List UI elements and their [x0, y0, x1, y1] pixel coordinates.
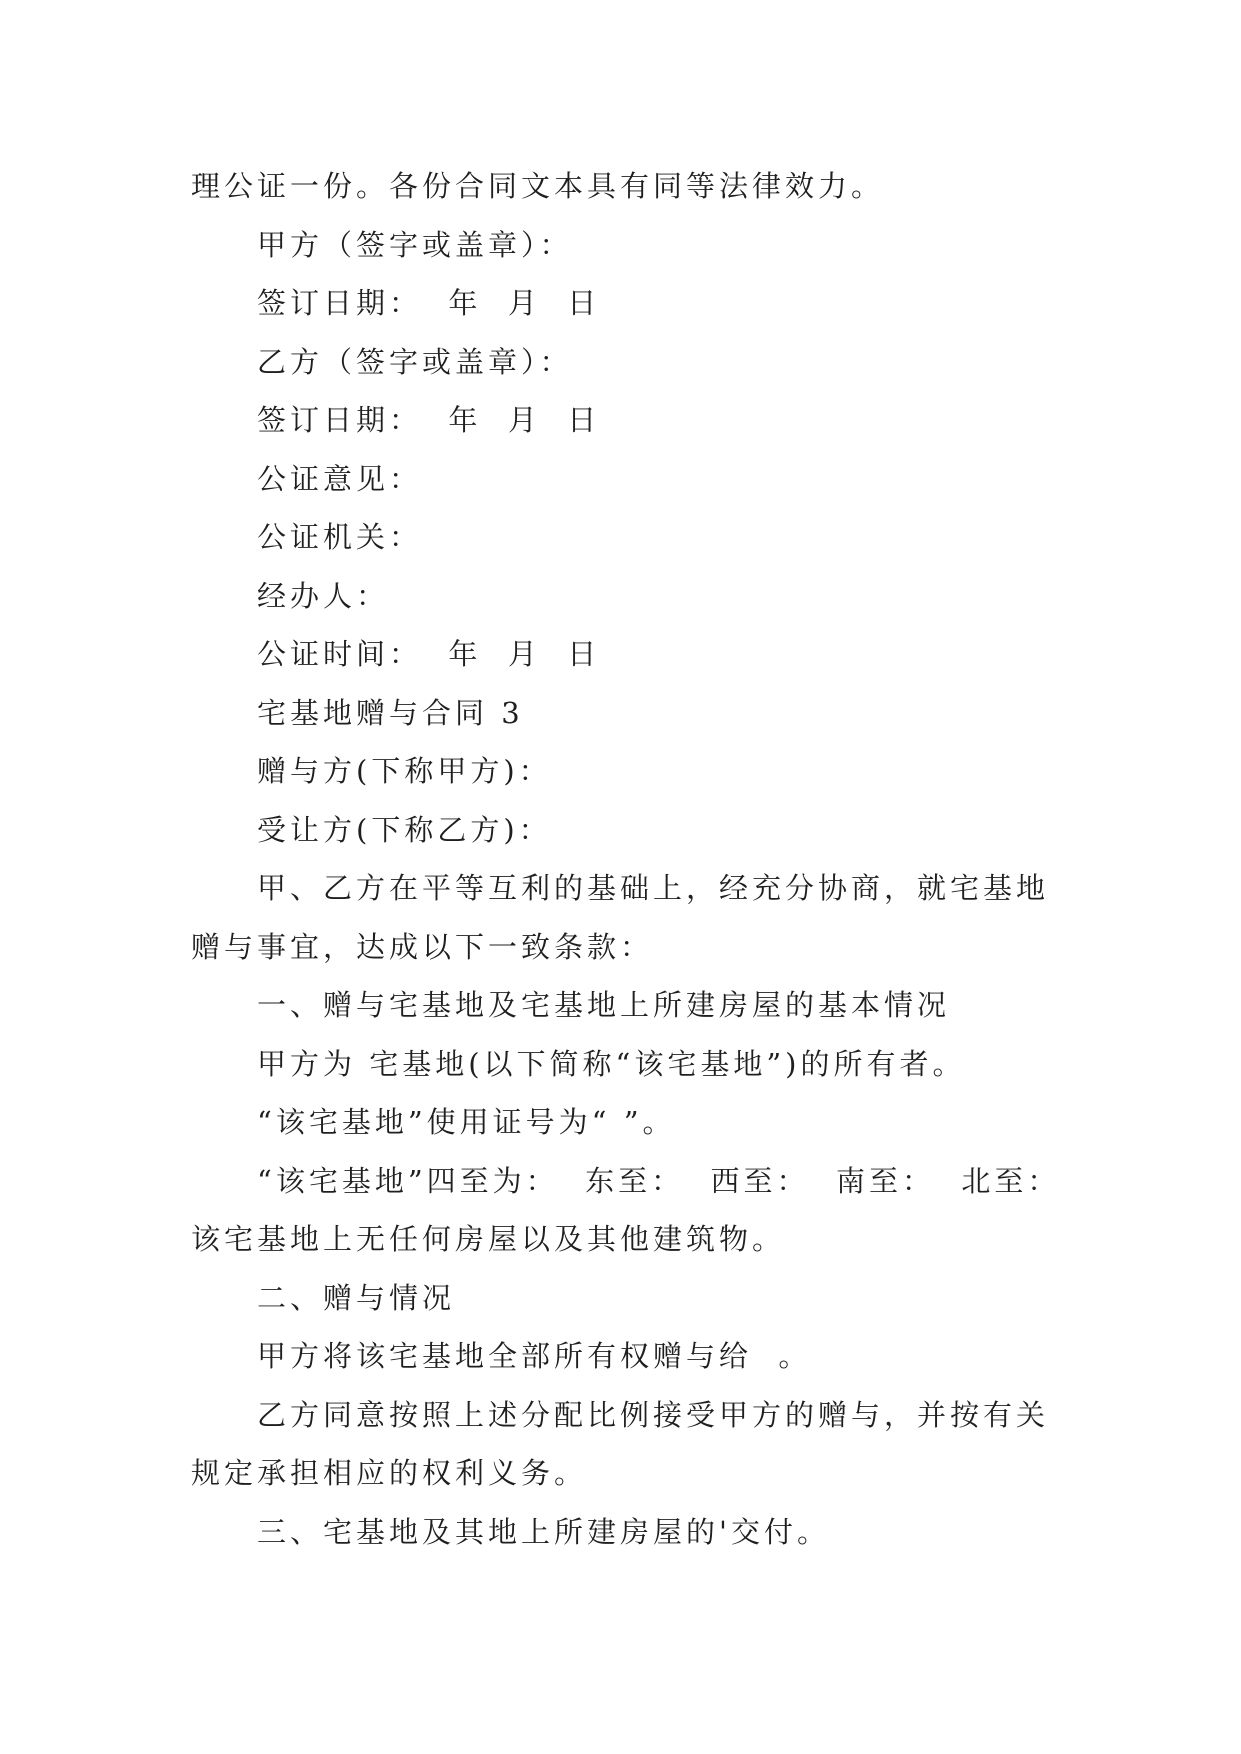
text-line: 签订日期： 年 月 日 [257, 286, 601, 320]
document-body [191, 157, 1071, 1561]
clause-heading: 二、赠与情况 [257, 1280, 456, 1315]
clause-heading: 一、赠与宅基地及宅基地上所建房屋的基本情况 [257, 988, 951, 1022]
text-line: 该宅基地上无任何房屋以及其他建筑物。 [191, 1222, 786, 1256]
text-line: 公证时间： 年 月 日 [257, 637, 601, 671]
text-line: 甲方将该宅基地全部所有权赠与给 。 [257, 1339, 812, 1373]
text-line: 理公证一份。各份合同文本具有同等法律效力。 [191, 169, 885, 203]
text-line: 甲方为 宅基地(以下简称“该宅基地”)的所有者。 [257, 1046, 966, 1081]
section-title: 宅基地赠与合同 3 [257, 695, 524, 730]
clause-heading: 三、宅基地及其地上所建房屋的'交付。 [257, 1514, 830, 1549]
text-line: 乙方同意按照上述分配比例接受甲方的赠与，并按有关 [257, 1397, 1050, 1432]
text-line: “该宅基地”四至为： 东至： 西至： 南至： 北至： [257, 1163, 1061, 1198]
text-line: 签订日期： 年 月 日 [257, 403, 601, 437]
text-line: 公证意见： [257, 461, 423, 496]
text-line: 经办人： [257, 578, 390, 613]
text-line: 规定承担相应的权利义务。 [191, 1456, 588, 1490]
text-line: 乙方（签字或盖章）： [257, 344, 573, 379]
text-line: 受让方(下称乙方)： [257, 812, 552, 847]
text-line: “该宅基地”使用证号为“ ”。 [257, 1105, 676, 1139]
text-line: 赠与方(下称甲方)： [257, 754, 552, 788]
text-line: 甲方（签字或盖章）： [257, 227, 573, 262]
text-line: 公证机关： [257, 520, 423, 554]
text-line: 赠与事宜，达成以下一致条款： [191, 929, 654, 964]
text-line: 甲、乙方在平等互利的基础上，经充分协商，就宅基地 [257, 871, 1050, 905]
